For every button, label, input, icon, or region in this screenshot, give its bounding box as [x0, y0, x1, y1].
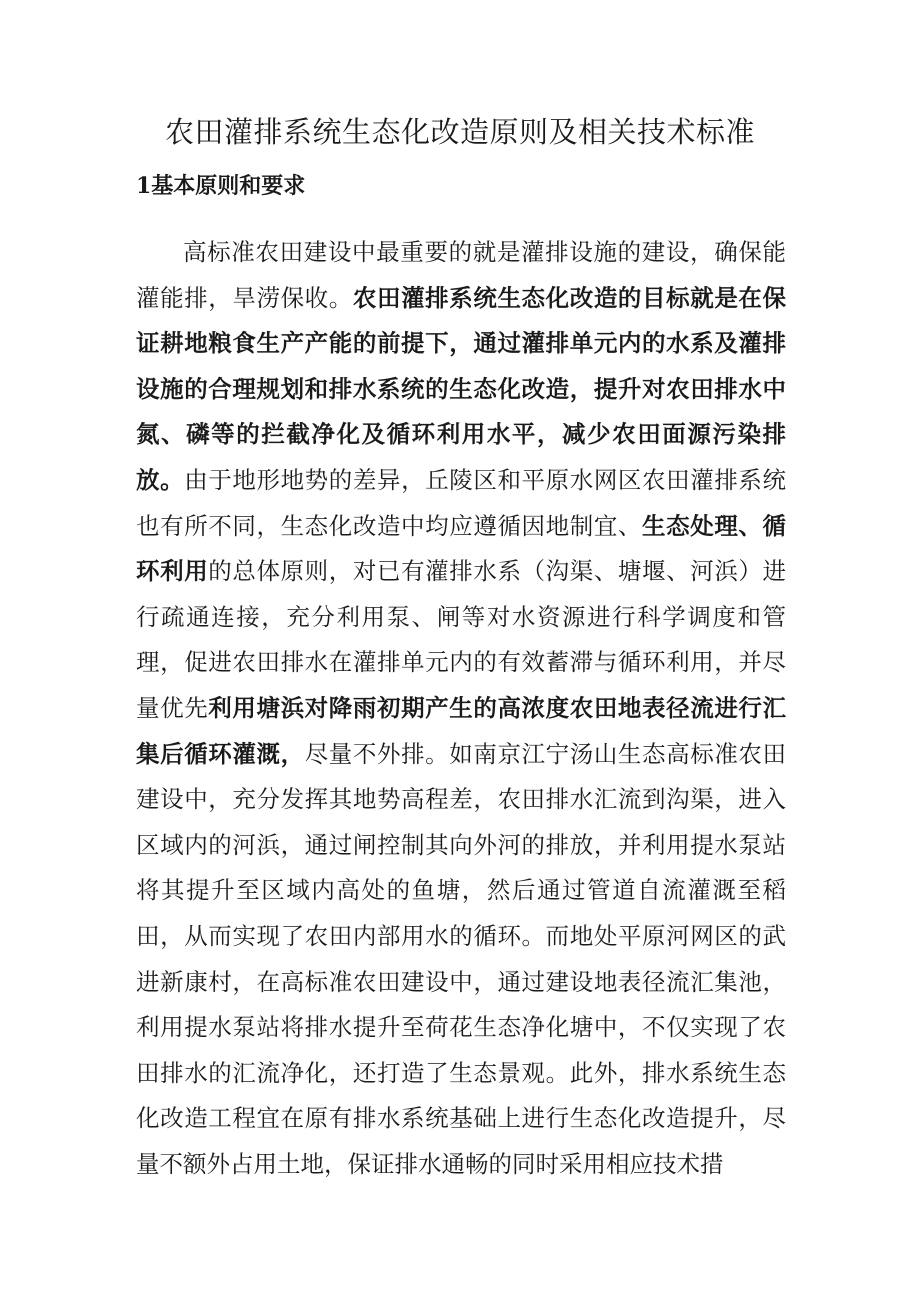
- document-title: 农田灌排系统生态化改造原则及相关技术标准: [164, 115, 755, 149]
- paragraph-run: 高标准农田建设中最重要的就是灌排设施的建设，确保能灌能排，旱涝保收。: [136, 238, 786, 312]
- paragraph-run-bold: 利用塘浜对降雨初期产生的高浓度农田地表径流进行汇集后循环灌溉，: [136, 693, 787, 768]
- paragraph-run: 的总体原则，对已有灌排水系（沟渠、塘堰、河浜）进行疏通连接，充分利用泵、闸等对水资源进行科学调度和管理，促进农田排水在灌排单元内的有效蓄滞与循环利用，并尽量优先: [136, 557, 787, 722]
- paragraph-run: 尽量不外排。如南京江宁汤山生态高标准农田建设中，充分发挥其地势高程差，农田排水汇流到沟渠，进入区域内的河浜，通过闸控制其向外河的排放，并利用提水泵站将其提升至区域内高处的鱼塘，然后通过管道自流灌溉至稻田，从而实现了农田内部用水的循环。而地处平原河网区的武进新康村，在高标准农田建设中，通过建设地表径流汇集池，利用提水泵站将排水提升至荷花生态净化塘中，不仅实现了农田排水的汇流净化，还打造了生态景观。此外，排水系统生态化改造工程宜在原有排水系统基础上进行生态化改造提升，尽量不额外占用土地，保证排水通畅的同时采用相应技术措: [136, 739, 787, 1178]
- section-heading: 1基本原则和要求: [136, 173, 306, 199]
- paragraph-run-bold: 农田灌排系统生态化改造的目标就是在保证耕地粮食生产产能的前提下，通过灌排单元内的水系及灌排设施的合理规划和排水系统的生态化改造，提升对农田排水中氮、磷等的拦截净化及循环利用水平，减少农田面源污染排放。: [136, 283, 787, 494]
- paragraph-run: 由于地形地势的差异，丘陵区和平原水网区农田灌排系统也有所不同，生态化改造中均应遵循因地制宜、: [136, 465, 787, 540]
- body-paragraph: [136, 230, 786, 1187]
- paragraph-run-bold: 生态处理、循环利用: [136, 511, 787, 586]
